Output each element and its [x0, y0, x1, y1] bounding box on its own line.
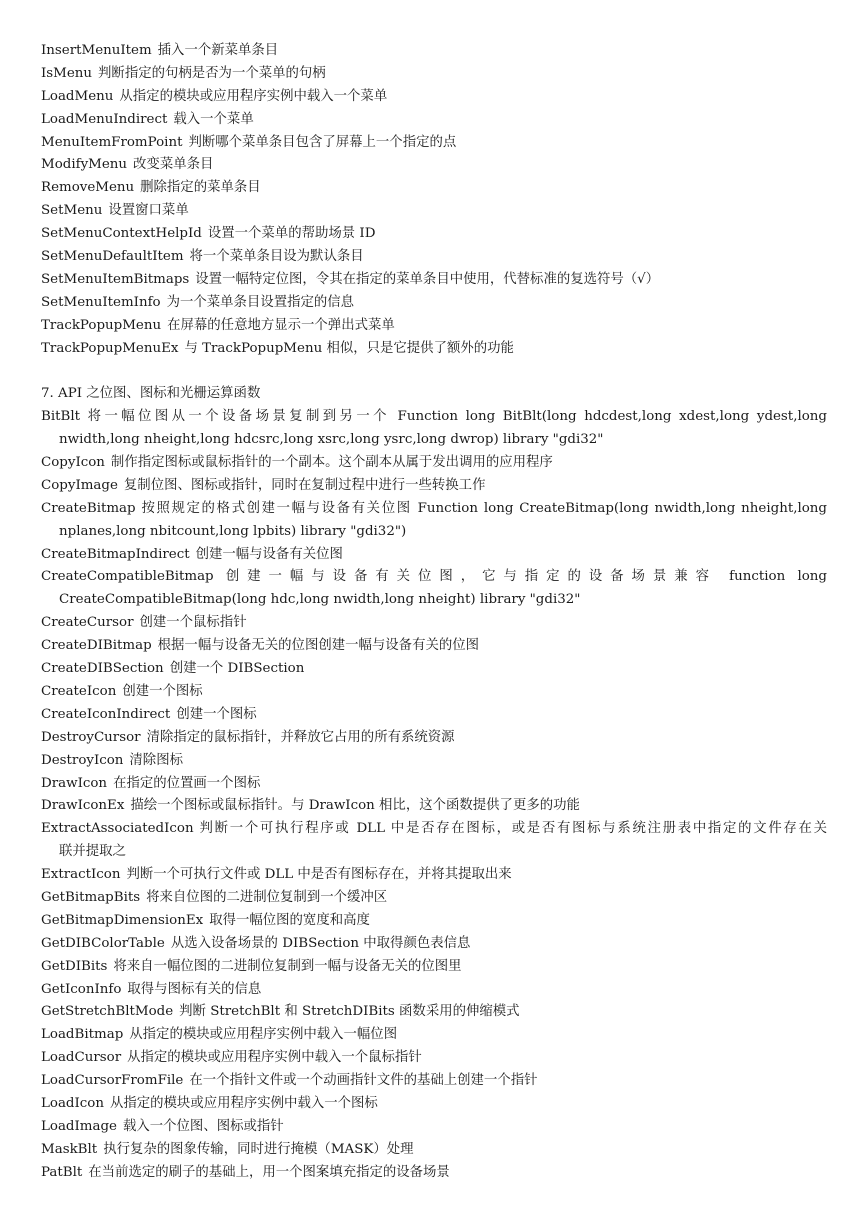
function-desc: 插入一个新菜单条目: [157, 43, 279, 58]
function-name: CreateIconIndirect: [41, 706, 171, 722]
function-desc: 创建一个图标: [122, 683, 203, 699]
api-entry: [41, 246, 827, 269]
function-name: GetDIBits: [41, 958, 108, 974]
function-name: CopyIcon: [41, 455, 105, 471]
function-name: CreateIcon: [41, 683, 117, 699]
function-name: LoadImage: [41, 1118, 117, 1134]
function-desc: 从指定的模块或应用程序实例中载入一个菜单: [119, 88, 388, 104]
api-entry: [41, 704, 827, 727]
api-entry: [41, 933, 827, 956]
api-entry: [41, 979, 827, 1002]
function-desc: 从指定的模块或应用程序实例中载入一个鼠标指针: [127, 1050, 422, 1066]
function-desc: 为一个菜单条目设置指定的信息: [166, 294, 355, 310]
api-entry: [41, 315, 827, 338]
api-entry-continuation: nwidth,long nheight,long hdcsrc,long xsrc,long ysrc,long dwrop) library "gdi32": [59, 432, 604, 448]
function-desc: 删除指定的菜单条目: [140, 180, 261, 196]
api-entry: [41, 956, 827, 979]
function-name: LoadIcon: [41, 1095, 104, 1111]
api-entry: [41, 795, 827, 818]
function-name: RemoveMenu: [41, 180, 135, 196]
function-desc: 清除图标: [129, 752, 183, 768]
function-name: SetMenuItemInfo: [41, 294, 161, 310]
function-name: TrackPopupMenu: [41, 317, 162, 333]
function-name: ModifyMenu: [41, 157, 128, 173]
api-entry: [41, 452, 827, 475]
function-name: CopyImage: [41, 477, 118, 493]
function-name: CreateDIBSection: [41, 661, 164, 677]
api-entry: [41, 200, 827, 223]
function-name: TrackPopupMenuEx: [41, 340, 179, 356]
function-desc: 载入一个菜单: [173, 111, 254, 127]
function-name: MenuItemFromPoint: [41, 134, 183, 150]
api-entry: [41, 658, 827, 681]
api-entry: [41, 1070, 827, 1093]
function-desc: 设置一幅特定位图，令其在指定的菜单条目中使用，代替标准的复选符号（√）: [195, 271, 660, 287]
function-name: CreateBitmapIndirect: [41, 546, 190, 562]
function-name: LoadCursor: [41, 1050, 122, 1066]
function-name: DestroyCursor: [41, 729, 141, 745]
api-entry: [41, 750, 827, 773]
api-entry: [41, 177, 827, 200]
function-desc: 创建一幅与设备有关位图: [195, 546, 343, 562]
api-entry: [41, 475, 827, 498]
section-heading: 7. API 之位图、图标和光栅运算函数: [41, 386, 261, 402]
function-desc: 在一个指针文件或一个动画指针文件的基础上创建一个指针: [189, 1073, 538, 1089]
function-desc: 改变菜单条目: [133, 157, 214, 173]
api-entry: [41, 887, 827, 910]
function-desc: 判断哪个菜单条目包含了屏幕上一个指定的点: [188, 134, 457, 150]
function-name: LoadMenuIndirect: [41, 111, 168, 127]
function-name: LoadMenu: [41, 88, 114, 104]
function-desc: 清除指定的鼠标指针，并释放它占用的所有系统资源: [146, 729, 455, 745]
api-entry: [41, 635, 827, 658]
function-desc: 与 TrackPopupMenu 相似，只是它提供了额外的功能: [184, 340, 514, 356]
function-desc: 将一个菜单条目设为默认条目: [189, 249, 364, 265]
api-entry-first-line: CreateBitmap 按照规定的格式创建一幅与设备有关位图 Function long CreateBitmap(long nwidth,long nheight,long: [41, 500, 827, 516]
function-name: InsertMenuItem: [41, 43, 152, 58]
api-entry: [41, 86, 827, 109]
function-name: CreateDIBitmap: [41, 638, 152, 654]
api-entry: [41, 1093, 827, 1116]
function-desc: 在当前选定的刷子的基础上，用一个图案填充指定的设备场景: [88, 1164, 450, 1180]
function-name: IsMenu: [41, 65, 93, 81]
function-desc: 设置一个菜单的帮助场景 ID: [207, 226, 376, 242]
api-entry: [41, 773, 827, 796]
api-entry-continuation: 联并提取之: [59, 844, 126, 860]
api-entry: [41, 109, 827, 132]
function-desc: 创建一个鼠标指针: [139, 615, 247, 631]
function-name: CreateCursor: [41, 615, 134, 631]
api-entry: [41, 1139, 827, 1162]
api-entry: [41, 1116, 827, 1139]
function-name: GetBitmapBits: [41, 889, 141, 905]
function-desc: 判断一个可执行文件或 DLL 中是否有图标存在，并将其提取出来: [126, 867, 512, 883]
api-entry: [41, 269, 827, 292]
api-entry: [41, 223, 827, 246]
function-name: LoadCursorFromFile: [41, 1073, 184, 1089]
api-entry: [41, 1024, 827, 1047]
blank-line: [41, 360, 827, 383]
function-name: MaskBlt: [41, 1141, 98, 1157]
function-desc: 在屏幕的任意地方显示一个弹出式菜单: [167, 317, 395, 333]
api-entry: [41, 864, 827, 887]
function-name: GetBitmapDimensionEx: [41, 912, 204, 928]
api-entry: [41, 727, 827, 750]
api-entry: [41, 612, 827, 635]
api-entry: [41, 154, 827, 177]
function-desc: 执行复杂的图象传输，同时进行掩模（MASK）处理: [103, 1141, 414, 1157]
api-entry-first-line: CreateCompatibleBitmap 创建一幅与设备有关位图，它与指定的设备场景兼容 function long: [41, 569, 827, 585]
function-desc: 取得与图标有关的信息: [127, 981, 262, 997]
function-desc: 创建一个 DIBSection: [169, 661, 305, 677]
document-page: [41, 40, 827, 1185]
function-desc: 从指定的模块或应用程序实例中载入一个图标: [109, 1095, 378, 1111]
function-desc: 在指定的位置画一个图标: [113, 775, 261, 791]
function-name: GetIconInfo: [41, 981, 122, 997]
function-desc: 将来自位图的二进制位复制到一个缓冲区: [146, 889, 388, 905]
function-desc: 复制位图、图标或指针，同时在复制过程中进行一些转换工作: [123, 477, 486, 493]
function-name: DrawIconEx: [41, 798, 125, 814]
api-entry: [41, 40, 827, 63]
function-name: GetStretchBltMode: [41, 1004, 174, 1020]
function-name: ExtractIcon: [41, 867, 121, 883]
function-desc: 制作指定图标或鼠标指针的一个副本。这个副本从属于发出调用的应用程序: [110, 455, 553, 471]
api-entry: [41, 1047, 827, 1070]
function-name: SetMenu: [41, 203, 103, 219]
api-entry: [41, 338, 827, 361]
function-desc: 设置窗口菜单: [108, 203, 189, 219]
api-entry-continuation: CreateCompatibleBitmap(long hdc,long nwidth,long nheight) library "gdi32": [59, 592, 581, 608]
function-desc: 从选入设备场景的 DIBSection 中取得颜色表信息: [170, 935, 471, 951]
function-desc: 创建一个图标: [176, 706, 257, 722]
function-name: SetMenuContextHelpId: [41, 226, 202, 242]
function-desc: 从指定的模块或应用程序实例中载入一幅位图: [129, 1027, 398, 1043]
function-name: PatBlt: [41, 1164, 83, 1180]
function-name: GetDIBColorTable: [41, 935, 165, 951]
api-entry: [41, 1162, 827, 1185]
api-entry-first-line: ExtractAssociatedIcon 判断一个可执行程序或 DLL 中是否存在图标，或是否有图标与系统注册表中指定的文件存在关: [41, 821, 827, 837]
function-name: DestroyIcon: [41, 752, 124, 768]
function-desc: 描绘一个图标或鼠标指针。与 DrawIcon 相比，这个函数提供了更多的功能: [130, 798, 580, 814]
api-entry-first-line: BitBlt 将一幅位图从一个设备场景复制到另一个 Function long BitBlt(long hdcdest,long xdest,long ydest,long: [41, 409, 827, 425]
function-name: LoadBitmap: [41, 1027, 124, 1043]
api-entry: [41, 292, 827, 315]
function-desc: 取得一幅位图的宽度和高度: [209, 912, 370, 928]
api-entry-continuation: nplanes,long nbitcount,long lpbits) library "gdi32"): [59, 523, 407, 539]
api-entry: [41, 910, 827, 933]
function-name: SetMenuItemBitmaps: [41, 271, 190, 287]
api-entry: [41, 544, 827, 567]
api-entry: [41, 63, 827, 86]
api-entry: [41, 132, 827, 155]
api-entry: [41, 1001, 827, 1024]
function-name: SetMenuDefaultItem: [41, 249, 184, 265]
function-desc: 判断 StretchBlt 和 StretchDIBits 函数采用的伸缩模式: [179, 1004, 520, 1020]
function-desc: 根据一幅与设备无关的位图创建一幅与设备有关的位图: [157, 638, 480, 654]
function-desc: 判断指定的句柄是否为一个菜单的句柄: [98, 65, 326, 81]
function-desc: 将来自一幅位图的二进制位复制到一幅与设备无关的位图里: [113, 958, 462, 974]
function-desc: 载入一个位图、图标或指针: [122, 1118, 284, 1134]
api-entry: [41, 681, 827, 704]
function-name: DrawIcon: [41, 775, 108, 791]
